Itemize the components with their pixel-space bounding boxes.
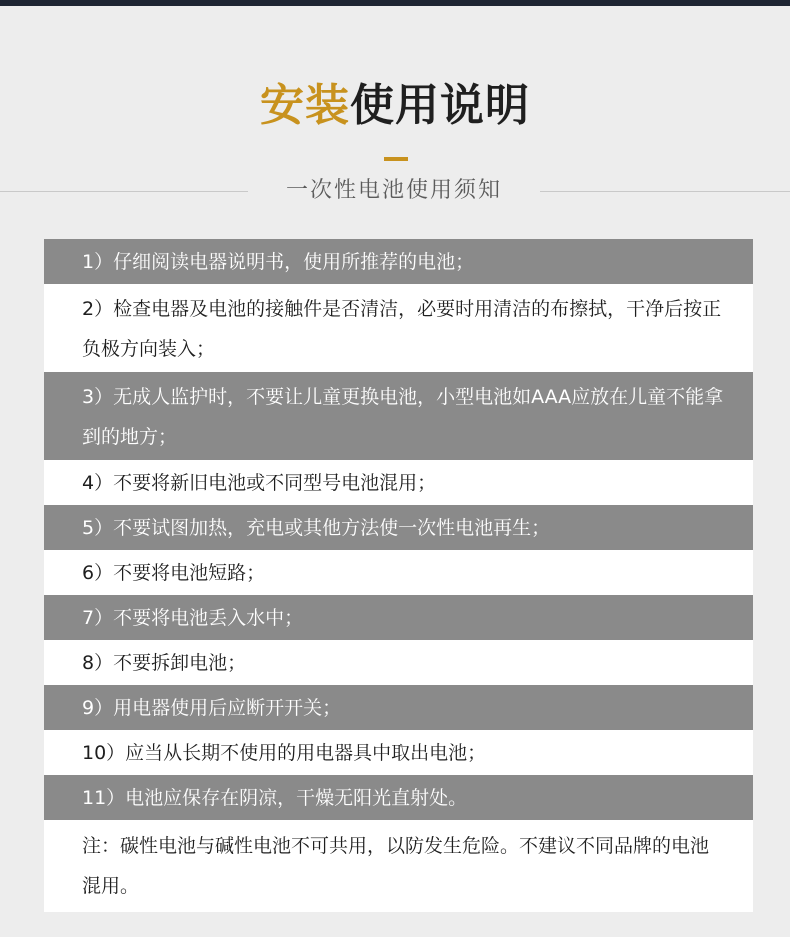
list-item-text: 2）检查电器及电池的接触件是否清洁，必要时用清洁的布擦拭，干净后按正负极方向装入； [82,298,722,360]
divider-right [540,191,790,192]
list-item [44,239,753,284]
list-item-text: 3）无成人监护时，不要让儿童更换电池，小型电池如AAA应放在儿童不能拿到的地方； [82,386,724,448]
note-text: 注：碳性电池与碱性电池不可共用，以防发生危险。不建议不同品牌的电池混用。 [82,835,710,897]
list-item-text: 8）不要拆卸电池； [82,651,247,674]
list-item [44,685,753,730]
title-accent: 安装 [260,80,350,131]
list-item [44,460,753,505]
top-bar [0,0,790,6]
list-item-text: 11）电池应保存在阴凉，干燥无阳光直射处。 [82,786,468,809]
note-row [44,820,753,912]
list-item [44,372,753,460]
list-item [44,550,753,595]
divider-left [0,191,248,192]
list-item-text: 6）不要将电池短路； [82,561,266,584]
list-item-text: 5）不要试图加热，充电或其他方法使一次性电池再生； [82,516,551,539]
list-item-text: 7）不要将电池丢入水中； [82,606,304,629]
page-subtitle: 一次性电池使用须知 [285,178,502,203]
list-item-text: 1）仔细阅读电器说明书，使用所推荐的电池； [82,250,475,273]
list-item-text: 4）不要将新旧电池或不同型号电池混用； [82,471,437,494]
title-accent-dash [384,157,408,161]
list-item [44,775,753,820]
list-item [44,730,753,775]
page-title [0,76,790,136]
list-item [44,284,753,372]
list-item [44,595,753,640]
list-item [44,505,753,550]
list-item [44,640,753,685]
instruction-list [44,239,753,912]
title-rest: 使用说明 [350,80,530,131]
list-item-text: 9）用电器使用后应断开开关； [82,696,342,719]
list-item-text: 10）应当从长期不使用的用电器具中取出电池； [82,741,487,764]
